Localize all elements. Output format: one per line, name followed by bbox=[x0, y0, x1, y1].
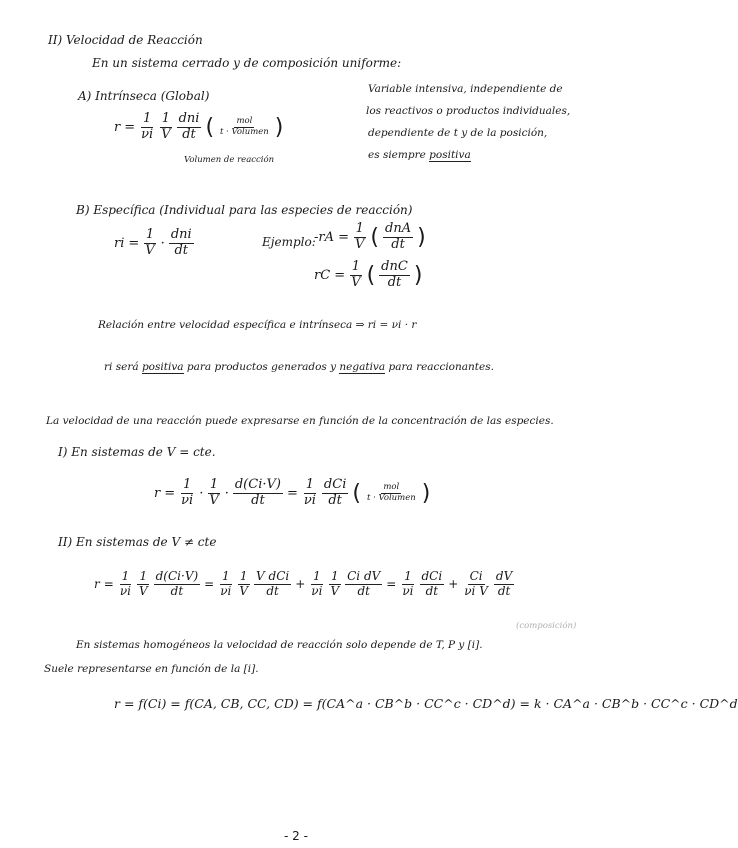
note-line-last bbox=[368, 150, 471, 161]
note-line: los reactivos o productos individuales, bbox=[366, 105, 571, 117]
note-prefix: es siempre bbox=[368, 149, 426, 161]
fraction-cidv-dt: $\frac{\text{Ci dV}}{dt}$ bbox=[347, 569, 381, 598]
fraction-1-over-v: $\frac{1}{V}$ bbox=[209, 477, 219, 508]
plus: + bbox=[295, 577, 306, 592]
case-2-equation bbox=[92, 570, 516, 599]
fraction-dci-dt: $\frac{\text{dCi}}{dt}$ bbox=[323, 477, 347, 508]
subsection-b-title: B) Específica (Individual para las especies de reacción) bbox=[76, 203, 413, 217]
case-1-equation: r = $\frac{1}{\nu i}$ · $\frac{1}{V}$ · $\frac{d(Ci\cdot V)}{dt}$ = $\frac{1}{\nu i}$ $\frac{\text{dCi}}{dt}$ ( $\frac{\text{mol}}{\text{t · Volumen}}$ ) bbox=[154, 477, 431, 508]
lhs: -rA = bbox=[314, 229, 350, 245]
fraction-1-over-v: $\frac{1}{V}$ bbox=[239, 569, 249, 598]
sign-prefix: ri será bbox=[104, 361, 139, 373]
volume-note: Volumen de reacción bbox=[184, 155, 275, 165]
fraction-1-over-v: $\frac{1}{V}$ bbox=[145, 227, 155, 258]
case-2-title: II) En sistemas de V ≠ cte bbox=[58, 535, 217, 549]
section-heading: II) Velocidad de Reacción bbox=[48, 33, 203, 47]
case-1-title: I) En sistemas de V = cte. bbox=[58, 445, 216, 459]
example-equation-a: -rA = $\frac{1}{V}$ ( $\frac{\text{dnA}}{dt}$ ) bbox=[314, 221, 426, 252]
plus: + bbox=[448, 577, 459, 592]
example-equation-c: rC = $\frac{1}{V}$ ( $\frac{\text{dnC}}{dt}$ ) bbox=[314, 259, 423, 290]
fraction-1-over-v: $\frac{1}{V}$ bbox=[330, 569, 340, 598]
fraction-vdci-dt: $\frac{\text{V dCi}}{dt}$ bbox=[256, 569, 290, 598]
fraction-1-over-v: $\frac{1}{V}$ bbox=[351, 259, 361, 290]
homogeneous-faint-note: (composición) bbox=[516, 621, 577, 631]
fraction-1-over-v: $\frac{1}{V}$ bbox=[355, 221, 365, 252]
equals: = bbox=[128, 235, 140, 251]
relation-line: Relación entre velocidad específica e intrínseca ⇒ ri = νi · r bbox=[98, 319, 417, 331]
unit-fraction: $\frac{\text{mol}}{\text{t · Volumen}}$ bbox=[366, 482, 416, 503]
equals: = bbox=[103, 577, 114, 592]
example-label: Ejemplo: bbox=[262, 235, 316, 249]
fraction-1-over-nu: $\frac{1}{\nu i}$ bbox=[311, 569, 323, 598]
fraction-1-over-nu: $\frac{1}{\nu i}$ bbox=[402, 569, 414, 598]
fraction-1-over-v: $\frac{1}{V}$ bbox=[138, 569, 148, 598]
fraction-1-over-nu: $\frac{1}{\nu i}$ bbox=[141, 111, 154, 142]
unit-fraction: $\frac{\text{mol}}{\text{t · Volumen}}$ bbox=[220, 116, 269, 137]
fraction-dciv-dt: $\frac{d(Ci\cdot V)}{dt}$ bbox=[155, 569, 199, 598]
equals: = bbox=[124, 119, 136, 135]
fraction-1-over-nu: $\frac{1}{\nu i}$ bbox=[181, 477, 194, 508]
section-intro: En un sistema cerrado y de composición uniforme: bbox=[92, 56, 402, 70]
rate-symbol: ri bbox=[114, 235, 125, 251]
fraction-dciv-dt: $\frac{d(Ci\cdot V)}{dt}$ bbox=[234, 477, 281, 508]
fraction-ci-over-nuv: $\frac{Ci}{\text{νi V}}$ bbox=[464, 569, 488, 598]
note-underlined: positiva bbox=[429, 149, 471, 161]
rate-symbol: r bbox=[94, 577, 100, 592]
sign-middle: para productos generados y bbox=[186, 361, 337, 373]
rate-law-equation: r = f(Ci) = f(CA, CB, CC, CD) = f(CA^a · CB^b · CC^c · CD^d) = k · CA^a · CB^b · CC^c · CD^d bbox=[114, 696, 738, 711]
fraction-dni-dt: $\frac{\text{dni}}{dt}$ bbox=[178, 111, 200, 142]
equals: = bbox=[204, 577, 215, 592]
fraction-dna-dt: $\frac{\text{dnA}}{dt}$ bbox=[385, 221, 412, 252]
fraction-1-over-nu: $\frac{1}{\nu i}$ bbox=[220, 569, 232, 598]
fraction-dci-dt: $\frac{\text{dCi}}{dt}$ bbox=[421, 569, 443, 598]
subsection-a-title: A) Intrínseca (Global) bbox=[78, 89, 210, 103]
concentration-intro: La velocidad de una reacción puede expresarse en función de la concentración de las especies. bbox=[46, 415, 554, 427]
fraction-dnc-dt: $\frac{\text{dnC}}{dt}$ bbox=[381, 259, 408, 290]
lhs: rC = bbox=[314, 267, 346, 283]
rate-symbol: r bbox=[114, 119, 121, 135]
page-number: - 2 - bbox=[284, 829, 308, 843]
note-line: Variable intensiva, independiente de bbox=[368, 83, 563, 95]
equals: = bbox=[286, 485, 298, 501]
fraction-1-over-v: $\frac{1}{V}$ bbox=[161, 111, 171, 142]
intrinsic-rate-equation: r = $\frac{1}{\nu i}$ $\frac{1}{V}$ $\frac{\text{dni}}{dt}$ ( $\frac{\text{mol}}{\text{t · Volumen}}$ ) bbox=[114, 111, 284, 142]
sign-end: para reaccionantes. bbox=[388, 361, 494, 373]
specific-rate-equation: ri = $\frac{1}{V}$ · $\frac{\text{dni}}{dt}$ bbox=[114, 227, 192, 258]
fraction-dni-dt: $\frac{\text{dni}}{dt}$ bbox=[170, 227, 192, 258]
fraction-1-over-nu: $\frac{1}{\nu i}$ bbox=[303, 477, 316, 508]
sign-positive: positiva bbox=[141, 361, 184, 373]
equals: = bbox=[164, 485, 176, 501]
rate-symbol: r bbox=[154, 485, 161, 501]
sign-rule bbox=[104, 362, 494, 373]
note-line: dependiente de t y de la posición, bbox=[368, 127, 548, 139]
fraction-dv-dt: $\frac{dV}{dt}$ bbox=[495, 569, 513, 598]
homogeneous-line-2: Suele representarse en función de la [i]. bbox=[44, 663, 259, 675]
homogeneous-line-1: En sistemas homogéneos la velocidad de reacción solo depende de T, P y [i]. bbox=[76, 639, 483, 651]
fraction-1-over-nu: $\frac{1}{\nu i}$ bbox=[119, 569, 131, 598]
equals: = bbox=[386, 577, 397, 592]
sign-negative: negativa bbox=[339, 361, 386, 373]
